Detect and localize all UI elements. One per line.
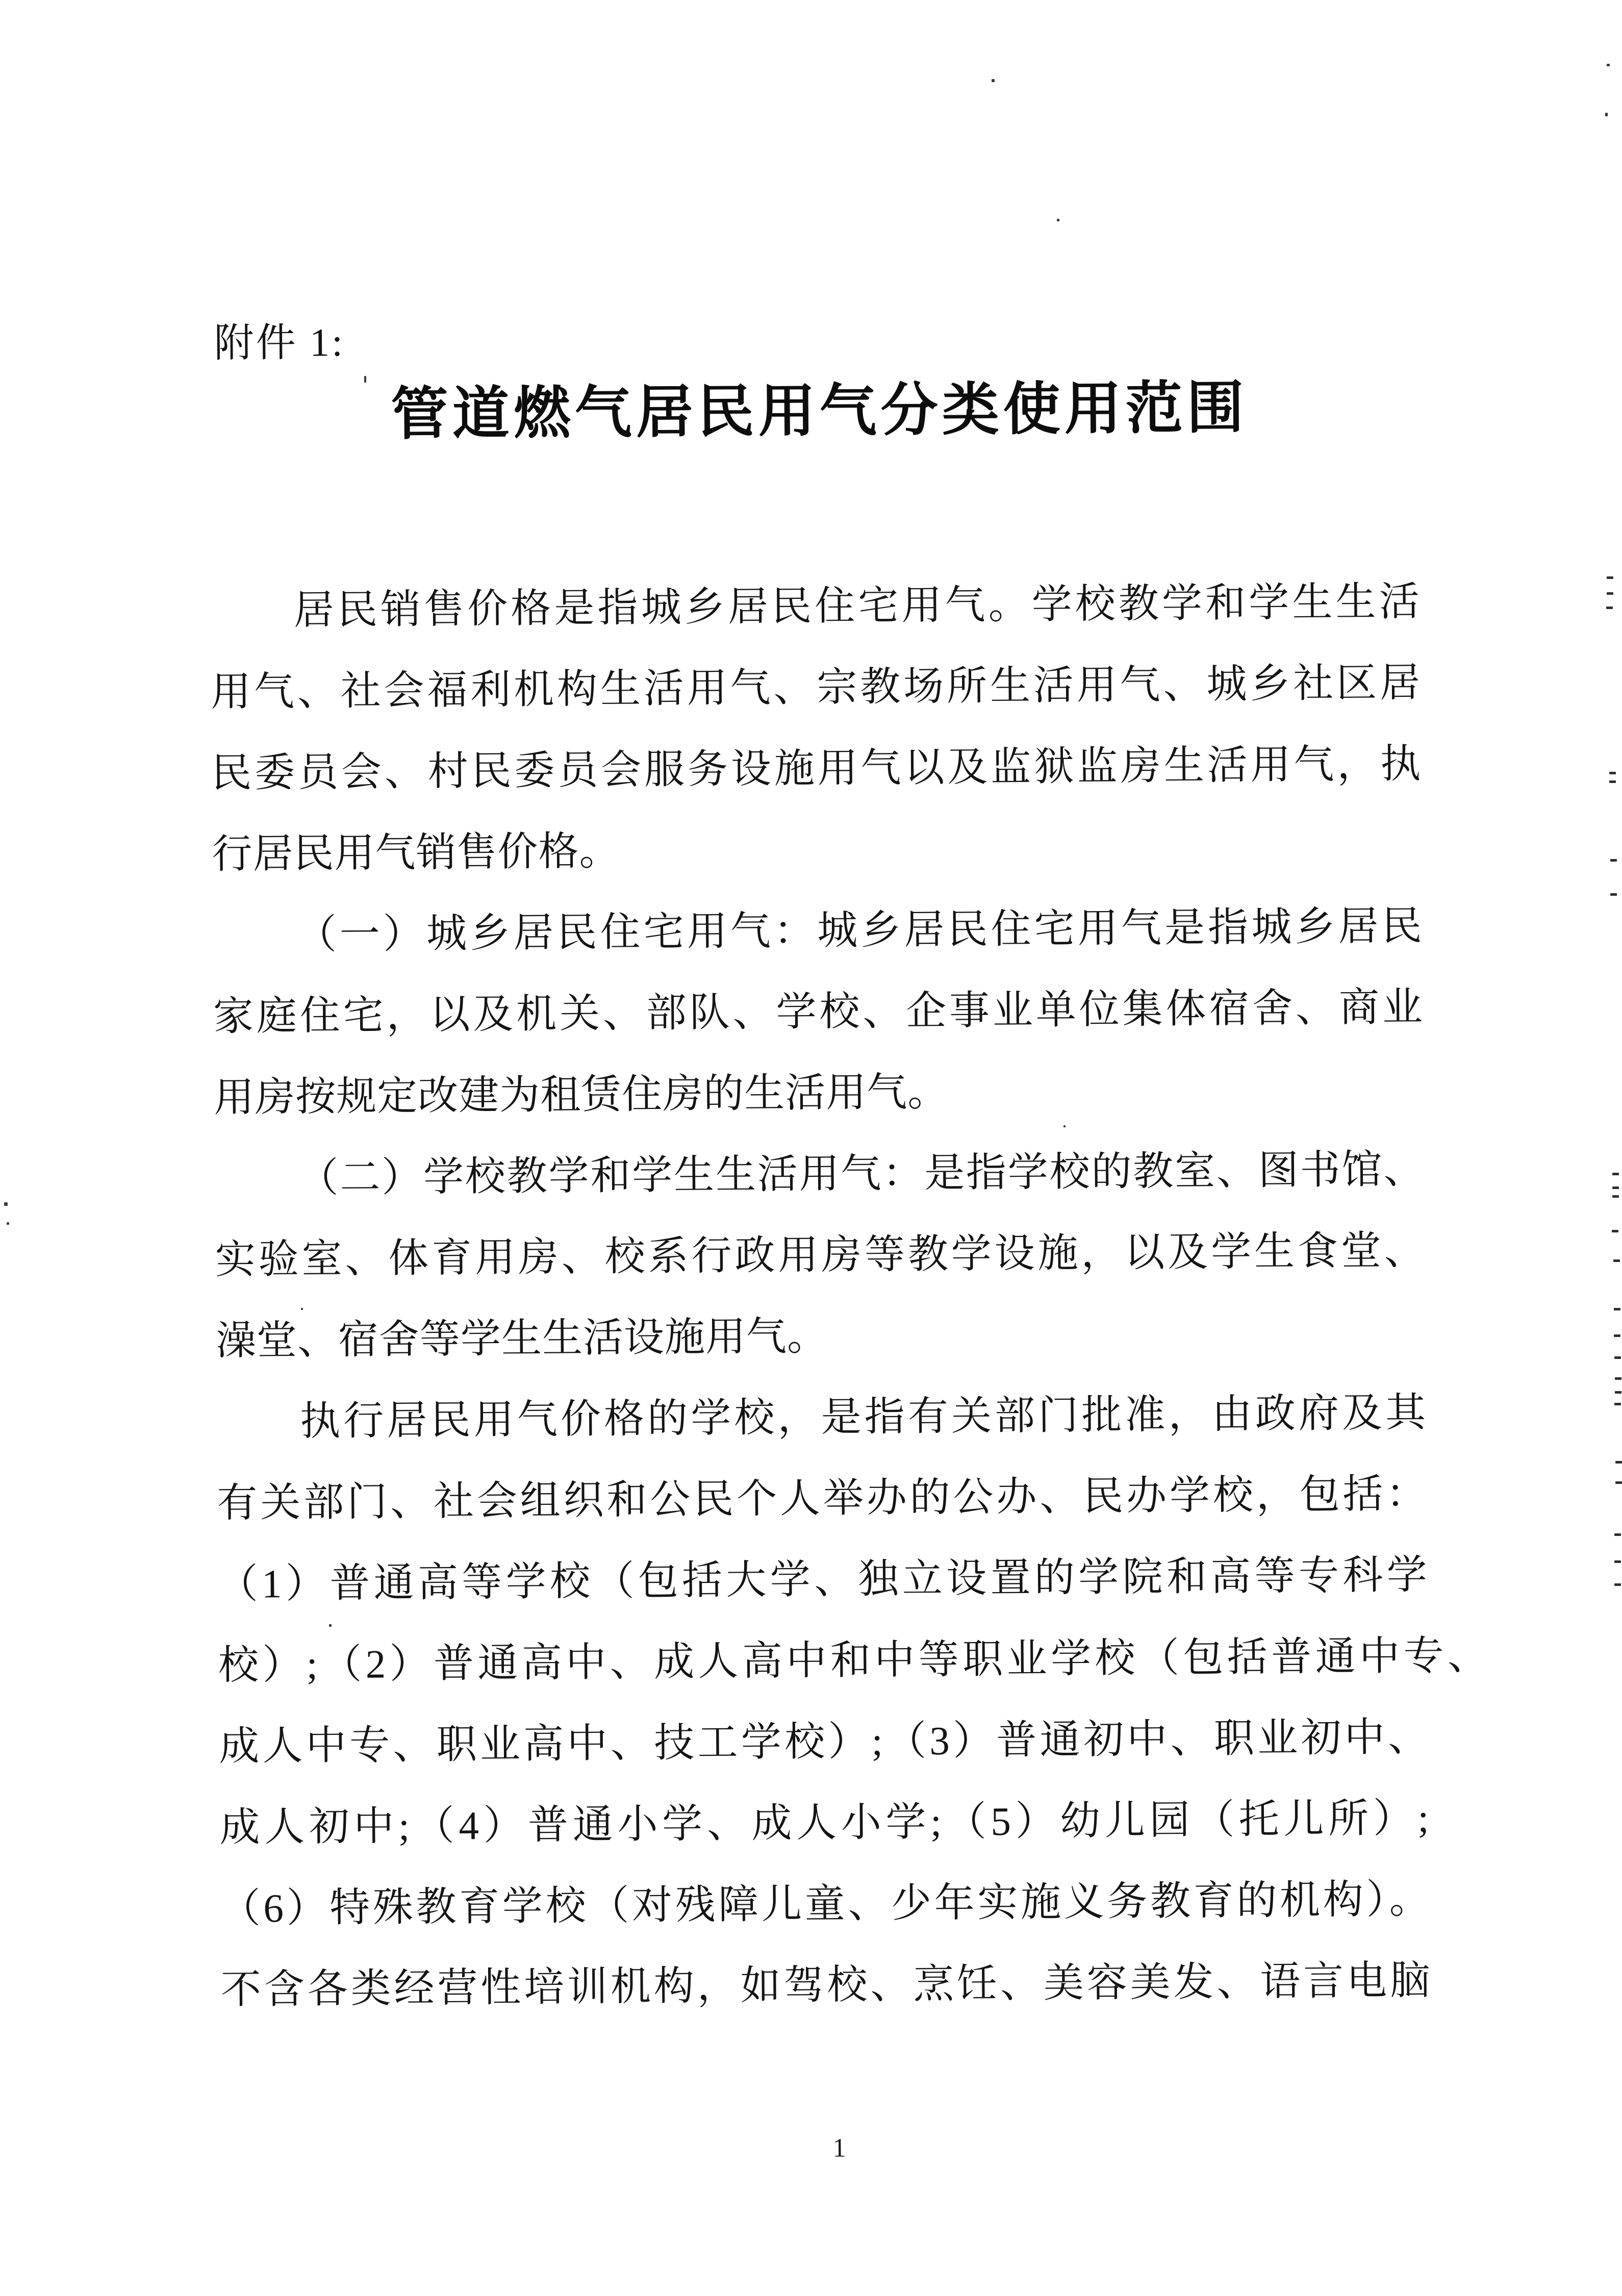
scan-speck xyxy=(992,79,995,82)
scan-edge-artifact xyxy=(1612,1187,1619,1189)
body-line: （一）城乡居民住宅用气：城乡居民住宅用气是指城乡居民 xyxy=(296,904,1423,957)
body-line: 成人初中;（4）普通小学、成人小学;（5）幼儿园（托儿所）; xyxy=(219,1796,1430,1851)
body-line: 家庭住宅，以及机关、部队、学校、企事业单位集体宿舍、商业 xyxy=(213,985,1424,1040)
scan-speck xyxy=(301,1308,303,1310)
scan-edge-artifact xyxy=(1612,1195,1619,1198)
body-line: 实验室、体育用房、校系行政用房等教学设施，以及学生食堂、 xyxy=(215,1228,1426,1283)
scan-edge-artifact xyxy=(1614,1560,1621,1563)
scan-edge-artifact xyxy=(1610,893,1617,896)
body-line: （6）特殊教育学校（对残障儿童、少年实施义务教育的机构）。 xyxy=(220,1877,1430,1932)
body-line: 用气、社会福利机构生活用气、宗教场所生活用气、城乡社区居 xyxy=(210,661,1421,715)
body-line: 居民销售价格是指城乡居民住宅用气。学校教学和学生生活 xyxy=(293,579,1421,633)
scan-edge-artifact xyxy=(1609,772,1616,774)
page-number: 1 xyxy=(832,2133,846,2163)
scan-speck xyxy=(1057,219,1059,221)
body-line: 成人中专、职业高中、技工学校）;（3）普通初中、职业初中、 xyxy=(218,1715,1429,1770)
attachment-label: 附件 1: xyxy=(214,320,345,366)
body-line: 民委员会、村民委员会服务设施用气以及监狱监房生活用气，执 xyxy=(211,742,1422,796)
scan-edge-artifact xyxy=(1614,1356,1621,1359)
scan-edge-artifact xyxy=(1614,1533,1621,1536)
body-line: 校）;（2）普通高中、成人高中和中等职业学校（包括普通中专、 xyxy=(218,1633,1489,1688)
scan-edge-artifact xyxy=(1607,576,1613,579)
scan-speck xyxy=(1063,1125,1066,1127)
scan-speck xyxy=(7,1222,9,1225)
scan-edge-artifact xyxy=(1614,1334,1620,1337)
body-line: 有关部门、社会组织和公民个人举办的公办、民办学校，包括： xyxy=(217,1472,1427,1526)
scan-edge-artifact xyxy=(1612,1173,1619,1175)
scan-edge-artifact xyxy=(1609,780,1616,783)
body-line: 澡堂、宿舍等学生生活设施用气。 xyxy=(215,1314,828,1364)
scan-speck xyxy=(329,1624,332,1627)
body-line: 用房按规定改建为租赁住房的生活用气。 xyxy=(213,1070,949,1121)
body-text xyxy=(210,562,1489,2031)
scan-edge-artifact xyxy=(1614,1308,1620,1310)
scan-speck xyxy=(1605,113,1608,116)
body-line: 行居民用气销售价格。 xyxy=(212,829,620,877)
scan-speck xyxy=(1607,64,1610,66)
scan-edge-artifact xyxy=(1615,1461,1622,1464)
scan-edge-artifact xyxy=(1615,1377,1621,1380)
document-title: 管道燃气居民用气分类使用范围 xyxy=(391,375,1249,446)
scan-edge-artifact xyxy=(1610,859,1617,862)
scan-edge-artifact xyxy=(1612,1230,1618,1232)
scan-edge-artifact xyxy=(1613,1259,1620,1262)
scan-edge-artifact xyxy=(1615,1481,1622,1484)
body-line: （1）普通高等学校（包括大学、独立设置的学院和高等专科学 xyxy=(217,1553,1428,1607)
body-line: 不含各类经营性培训机构，如驾校、烹饪、美容美发、语言电脑 xyxy=(220,1958,1431,2013)
scan-edge-artifact xyxy=(1614,1583,1621,1586)
scan-edge-artifact xyxy=(1614,1403,1621,1405)
body-line: 执行居民用气价格的学校，是指有关部门批准，由政府及其 xyxy=(299,1391,1427,1444)
scan-edge-artifact xyxy=(1607,592,1613,595)
scan-speck xyxy=(4,1202,8,1206)
scan-speck xyxy=(364,376,366,383)
body-line: （二）学校教学和学生生活用气：是指学校的教室、图书馆、 xyxy=(298,1147,1425,1201)
scan-edge-artifact xyxy=(1606,607,1613,609)
scan-edge-artifact xyxy=(1615,1391,1621,1394)
